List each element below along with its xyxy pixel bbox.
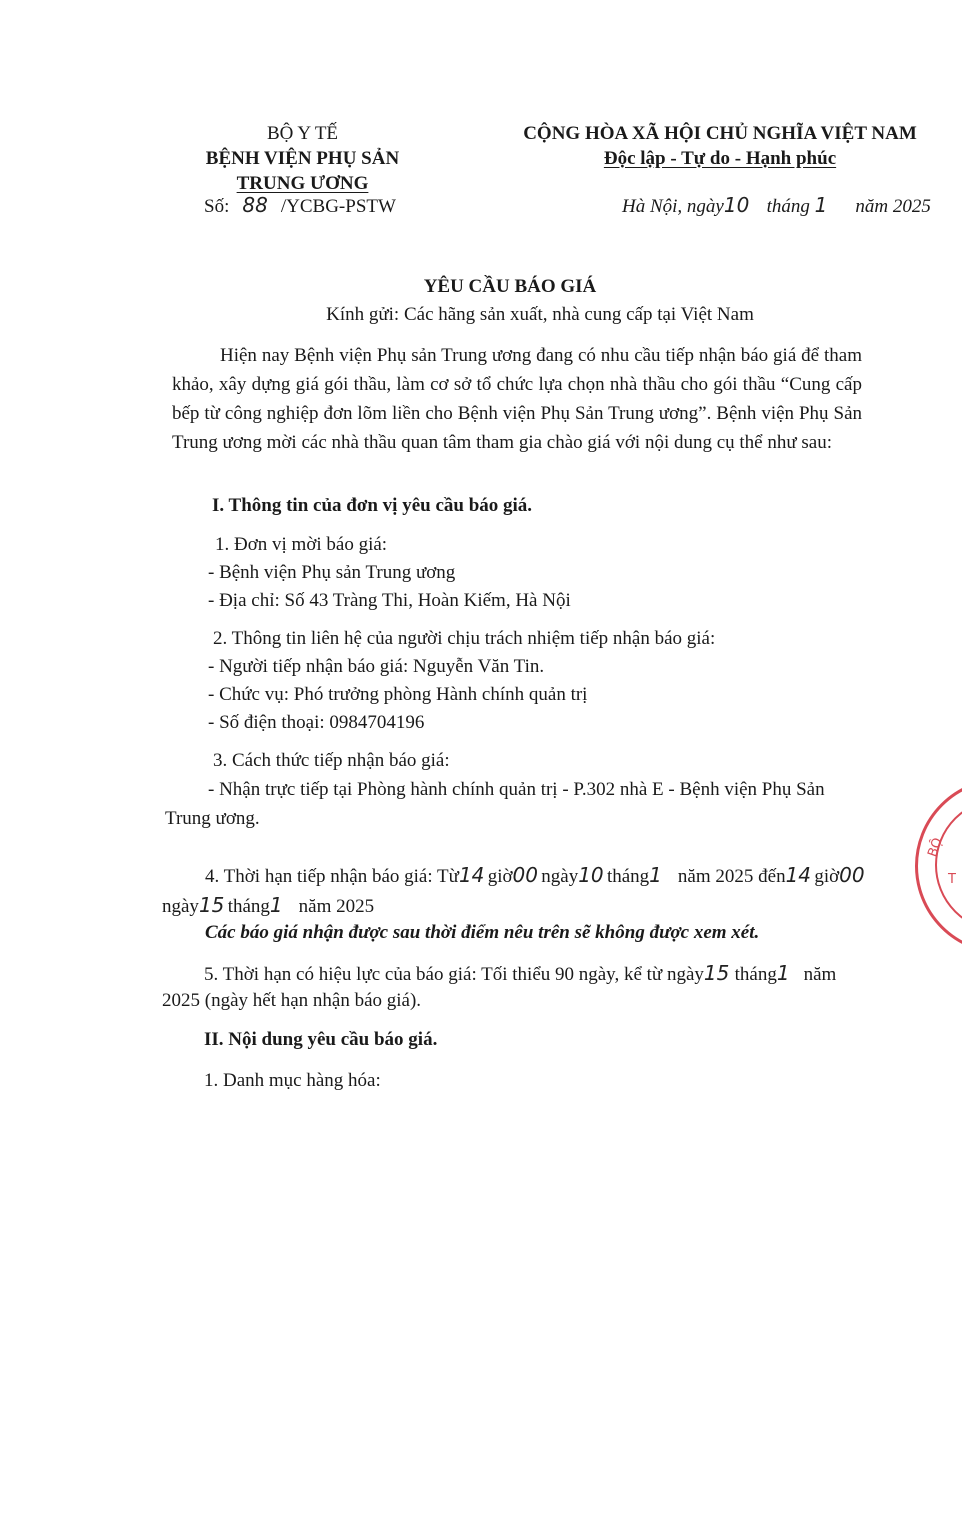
- item3-line1: - Nhận trực tiếp tại Phòng hành chính quản trị - P.302 nhà E - Bệnh viện Phụ Sản: [208, 779, 825, 800]
- document-number: [204, 193, 396, 218]
- hw-item5-month: 1: [776, 961, 790, 985]
- intro-paragraph: [172, 341, 862, 457]
- hw-month2: 1: [269, 893, 283, 917]
- item2-position: - Chức vụ: Phó trưởng phòng Hành chính quản trị: [208, 684, 588, 705]
- document-title: YÊU CẦU BÁO GIÁ: [423, 276, 597, 297]
- item5-text-year: năm: [803, 964, 837, 985]
- date-prefix: Hà Nội, ngày: [622, 196, 724, 217]
- item4-line2: [162, 893, 374, 918]
- date-day-handwritten: 10: [723, 193, 750, 217]
- item4-text-hour: giờ: [487, 866, 513, 887]
- number-suffix: /YCBG-PSTW: [280, 196, 396, 217]
- header-left: [190, 120, 415, 198]
- item4-line1: [205, 863, 865, 888]
- date-year: năm 2025: [855, 196, 931, 217]
- hospital-name-line2: TRUNG ƯƠNG: [236, 173, 369, 194]
- item4-text-from: 4. Thời hạn tiếp nhận báo giá: Từ: [205, 866, 459, 887]
- stamp-text-center: T: [948, 872, 956, 887]
- item4-text-day: ngày: [541, 866, 579, 887]
- intro-text: Hiện nay Bệnh viện Phụ sản Trung ương đang có nhu cầu tiếp nhận báo giá để tham khảo, xây dựng giá gói thầu, làm cơ sở tổ chức lựa chọn nhà thầu cho gói thầu “Cung cấp bếp từ công nghiệp đơn lõm liền cho Bệnh viện Phụ Sản Trung ương”. Bệnh viện Phụ Sản Trung ương mời các nhà thầu quan tâm tham gia chào giá với nội dung cụ thể như sau:: [172, 345, 862, 453]
- document-date: [622, 193, 931, 218]
- recipient-line: Kính gửi: Các hãng sản xuất, nhà cung cấp tại Việt Nam: [326, 304, 754, 325]
- item2-phone: - Số điện thoại: 0984704196: [208, 712, 425, 733]
- hw-month1: 1: [649, 863, 662, 887]
- item5-line2: 2025 (ngày hết hạn nhận báo giá).: [162, 990, 422, 1011]
- item1-title: 1. Đơn vị mời báo giá:: [215, 534, 388, 555]
- item2-title: 2. Thông tin liên hệ của người chịu trách nhiệm tiếp nhận báo giá:: [213, 628, 716, 649]
- motto: Độc lập - Tự do - Hạnh phúc: [603, 148, 837, 169]
- stamp-text-left: BỘ: [925, 835, 946, 860]
- item4-text-month2: tháng: [227, 896, 270, 917]
- item3-title: 3. Cách thức tiếp nhận báo giá:: [213, 750, 450, 771]
- hw-min2: 00: [839, 863, 865, 887]
- item4-text-month: tháng: [606, 866, 650, 887]
- item3-line2: Trung ương.: [165, 808, 260, 829]
- section2-item1: 1. Danh mục hàng hóa:: [204, 1070, 381, 1091]
- item4-note: Các báo giá nhận được sau thời điểm nêu trên sẽ không được xem xét.: [205, 922, 760, 943]
- item4-text-to: năm 2025 đến: [677, 866, 786, 887]
- date-month-label: tháng: [766, 196, 810, 217]
- section1-heading: I. Thông tin của đơn vị yêu cầu báo giá.: [212, 495, 533, 516]
- item5-text-month: tháng: [734, 964, 777, 985]
- number-handwritten: 88: [242, 193, 268, 217]
- item1-name: - Bệnh viện Phụ sản Trung ương: [208, 562, 456, 583]
- hw-day1: 10: [578, 863, 604, 887]
- header-right: [518, 120, 922, 173]
- item4-text-year2: năm 2025: [298, 896, 375, 917]
- item5-line1: [204, 961, 836, 986]
- hospital-name-line1: BỆNH VIỆN PHỤ SẢN: [205, 148, 400, 169]
- hw-hour1: 14: [458, 863, 485, 887]
- item1-address: - Địa chỉ: Số 43 Tràng Thi, Hoàn Kiếm, Hà Nội: [208, 590, 571, 611]
- hw-hour2: 14: [785, 863, 812, 887]
- country-name: CỘNG HÒA XÃ HỘI CHỦ NGHĨA VIỆT NAM: [523, 123, 917, 144]
- item5-text: 5. Thời hạn có hiệu lực của báo giá: Tối thiểu 90 ngày, kể từ ngày: [204, 964, 704, 985]
- item4-text-day2: ngày: [162, 896, 199, 917]
- date-month-handwritten: 1: [814, 193, 828, 217]
- hw-item5-day: 15: [703, 961, 730, 985]
- hw-day2: 15: [198, 893, 225, 917]
- hw-min1: 00: [512, 863, 538, 887]
- ministry-name: BỘ Y TẾ: [266, 123, 339, 144]
- number-prefix: Số:: [204, 196, 230, 217]
- item2-person: - Người tiếp nhận báo giá: Nguyễn Văn Tin.: [208, 656, 545, 677]
- item4-text-hour2: giờ: [814, 866, 840, 887]
- section2-heading: II. Nội dung yêu cầu báo giá.: [204, 1029, 438, 1050]
